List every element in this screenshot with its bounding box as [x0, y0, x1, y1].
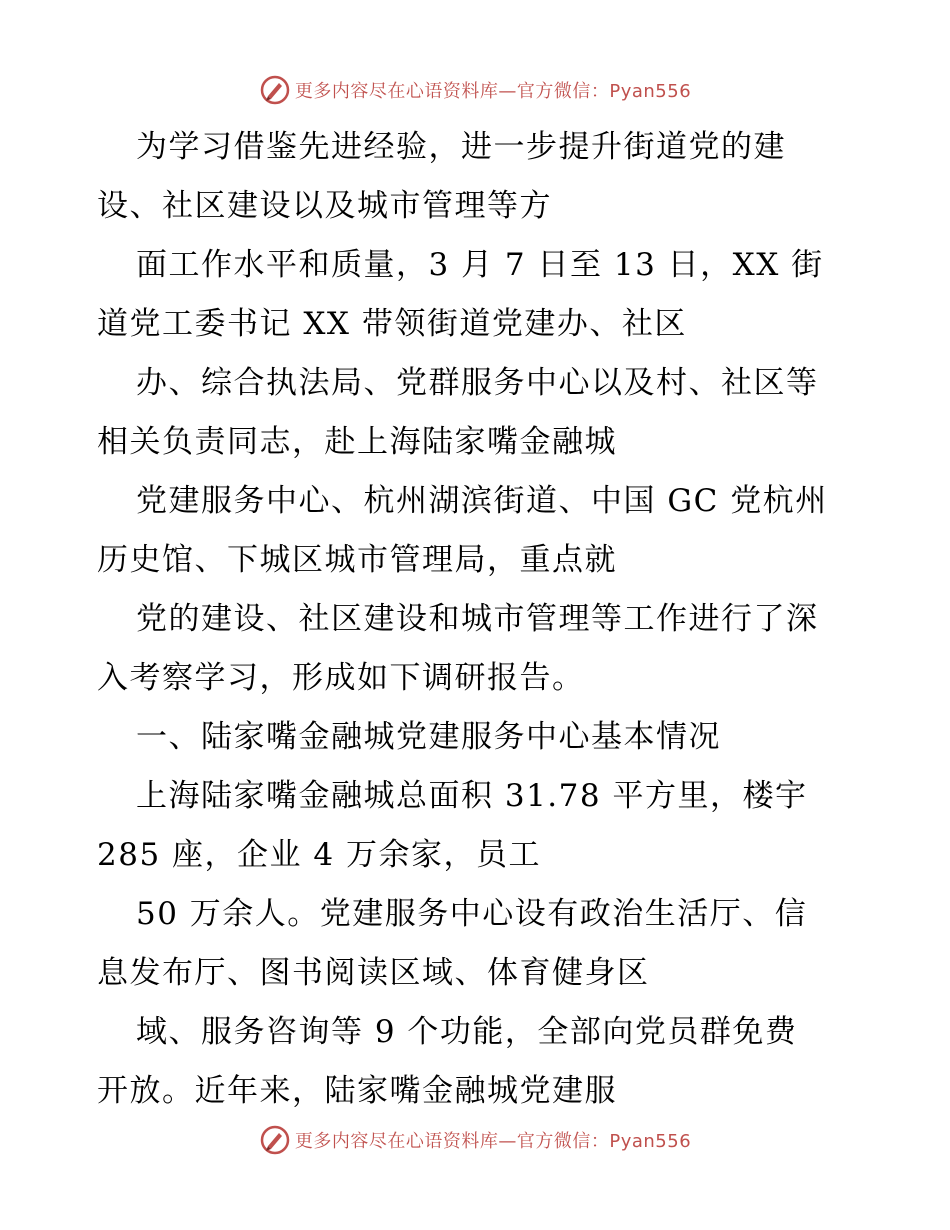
text-line-8: 历史馆、下城区城市管理局，重点就 [97, 542, 617, 578]
pen-logo-icon [259, 74, 291, 106]
text-line-2: 设、社区建设以及城市管理等方 [97, 188, 552, 224]
header-banner-text: 更多内容尽在心语资料库—官方微信：Pyan556 [294, 81, 692, 102]
header-banner [0, 70, 950, 110]
text-line-6: 相关负责同志，赴上海陆家嘴金融城 [97, 424, 617, 460]
text-line-5: 办、综合执法局、党群服务中心以及村、社区等 [136, 365, 819, 401]
text-line-15: 息发布厅、图书阅读区域、体育健身区 [97, 955, 650, 991]
text-line-3: 面工作水平和质量，3 月 7 日至 13 日，XX 街 [136, 247, 824, 283]
text-line-1: 为学习借鉴先进经验，进一步提升街道党的建 [136, 129, 786, 165]
text-line-13: 285 座，企业 4 万余家，员工 [97, 837, 541, 873]
text-line-14: 50 万余人。党建服务中心设有政治生活厅、信 [136, 896, 808, 932]
text-line-17: 开放。近年来，陆家嘴金融城党建服 [97, 1073, 617, 1109]
footer-banner-text: 更多内容尽在心语资料库—官方微信：Pyan556 [294, 1131, 692, 1152]
text-line-4: 道党工委书记 XX 带领街道党建办、社区 [97, 306, 687, 342]
document-body [97, 118, 857, 1121]
text-line-16: 域、服务咨询等 9 个功能，全部向党员群免费 [136, 1014, 798, 1050]
text-line-9: 党的建设、社区建设和城市管理等工作进行了深 [136, 601, 819, 637]
footer-banner [0, 1120, 950, 1160]
text-line-10: 入考察学习，形成如下调研报告。 [97, 660, 585, 696]
pen-logo-icon [259, 1124, 291, 1156]
text-line-12: 上海陆家嘴金融城总面积 31.78 平方里，楼宇 [136, 778, 808, 814]
section-heading: 一、陆家嘴金融城党建服务中心基本情况 [136, 719, 721, 755]
text-line-7: 党建服务中心、杭州湖滨街道、中国 GC 党杭州 [136, 483, 828, 519]
